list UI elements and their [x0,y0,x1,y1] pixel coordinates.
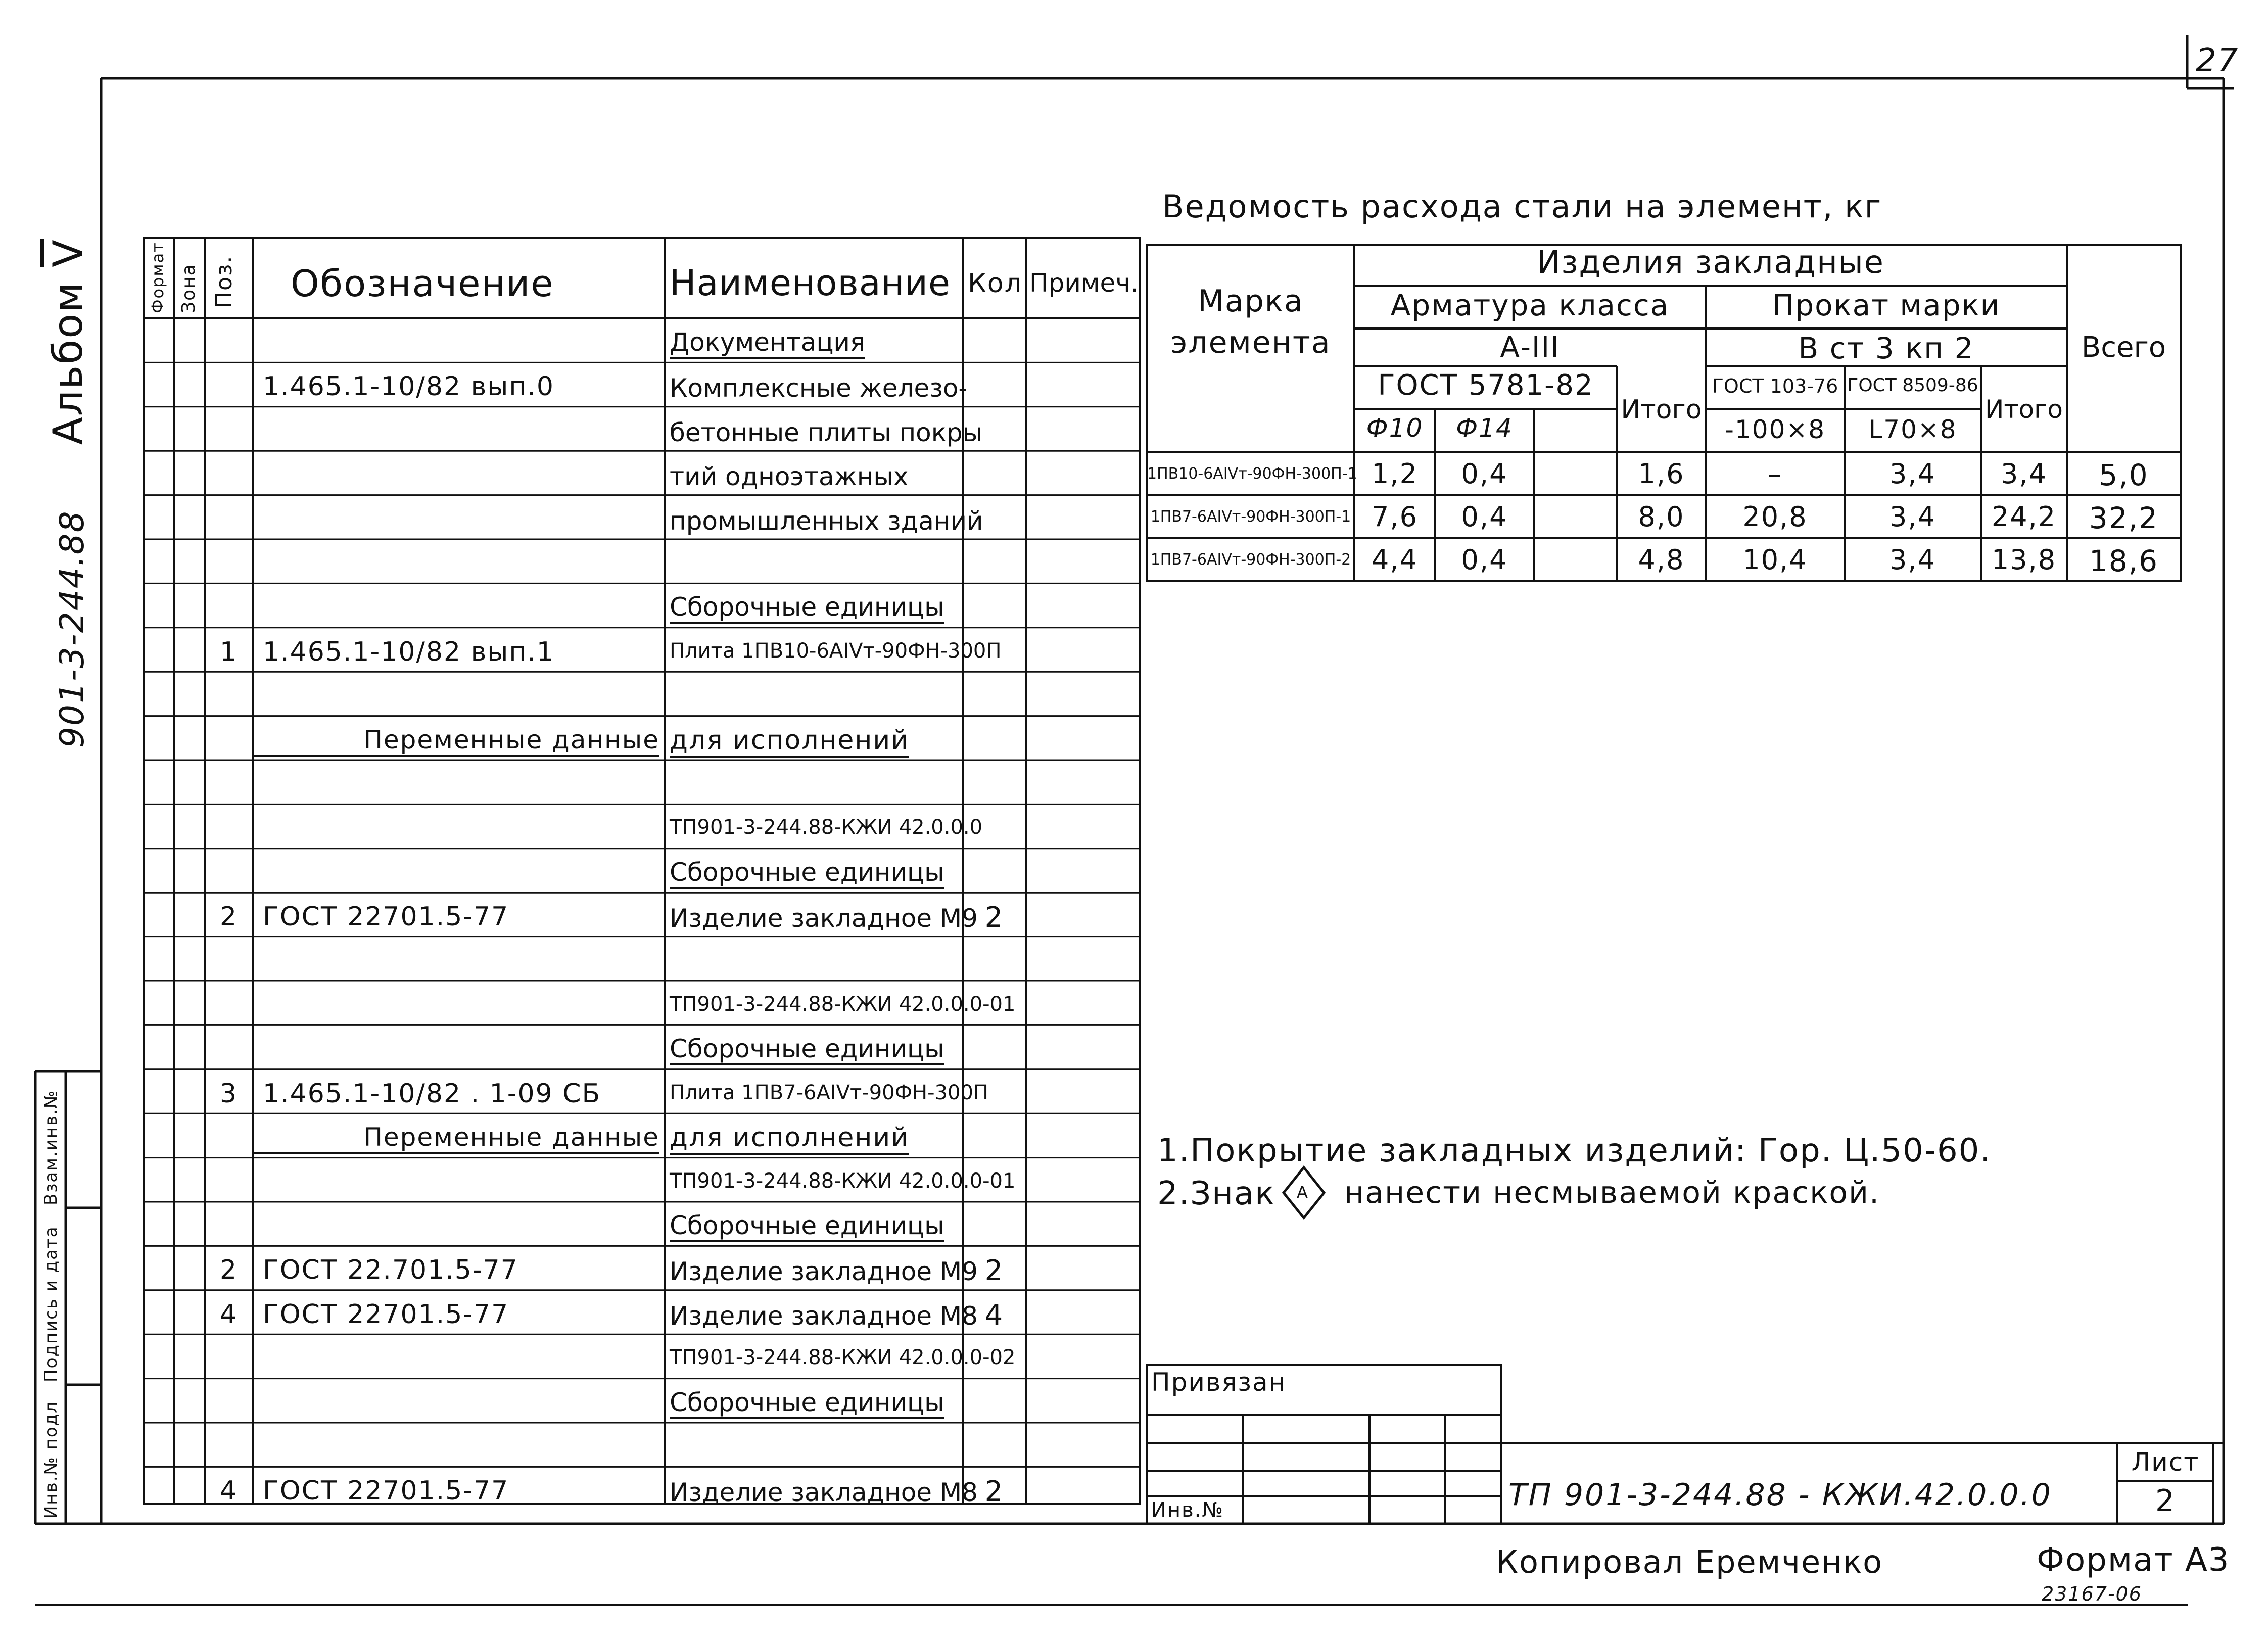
spec-name: Плита 1ПВ10-6АIVт-90ФН-300П [670,639,1002,663]
spec-designation: ГОСТ 22701.5-77 [263,1299,509,1330]
spec-name: Изделие закладное М9 [670,904,978,933]
album-label [44,239,91,445]
spec-header-designation: Обозначение [291,262,554,305]
stamp-signature-date: Подпись и дата [41,1226,61,1382]
spec-header-qty: Кол [968,268,1022,299]
steel-cell-mark: 1ПВ10-6АIVт-90ФН-300П-1 [1147,465,1357,483]
steel-cell-total2: 3,4 [2001,458,2047,490]
spec-header-pos: Поз. [211,255,237,308]
steel-cell-d10: 7,6 [1372,501,1418,533]
spec-pos: 2 [219,902,238,932]
steel-cell-all: 18,6 [2089,544,2159,578]
document-code: ТП 901-3-244.88 - КЖИ.42.0.0.0 [1508,1477,2052,1513]
stamp-vzam-inv: Взам.инв.№ [41,1089,61,1205]
steel-cell-b: 3,4 [1889,501,1936,533]
page-number: 27 [2196,42,2239,79]
spec-name: Изделие закладное М8 [670,1301,978,1331]
sheet-format: Формат А3 [2037,1541,2230,1579]
spec-name: Сборочные единицы [670,860,944,889]
steel-cell-mark: 1ПВ7-6АIVт-90ФН-300П-2 [1150,551,1351,569]
steel-cell-b: 3,4 [1889,458,1936,490]
steel-cell-a: – [1768,458,1782,490]
steel-cell-d10: 1,2 [1372,458,1418,490]
steel-header-rebar-class: Арматура класса [1390,288,1670,322]
vertical-project-code: 901-3-244.88 [53,510,91,748]
steel-cell-total1: 4,8 [1638,544,1685,576]
steel-cell-a: 10,4 [1742,544,1808,576]
steel-header-all: Всего [2081,331,2166,364]
steel-header-gost-a: ГОСТ 103-76 [1712,375,1838,397]
steel-title: Ведомость расхода стали на элемент, кг [1162,188,1882,225]
steel-cell-mark: 1ПВ7-6АIVт-90ФН-300П-1 [1150,508,1351,526]
spec-designation: 1.465.1-10/82 вып.0 [263,371,554,402]
steel-cell-total2: 13,8 [1991,544,2057,576]
steel-header-total2: Итого [1985,395,2063,424]
spec-designation: ГОСТ 22701.5-77 [263,902,509,932]
steel-header-rolled: Прокат марки [1772,288,2001,322]
spec-qty: 2 [984,1254,1004,1288]
steel-cell-d14: 0,4 [1461,501,1508,533]
spec-name: Плита 1ПВ7-6АIVт-90ФН-300П [670,1081,988,1104]
spec-name: бетонные плиты покры [670,417,983,447]
spec-name: Сборочные единицы [670,1036,944,1065]
stamp-inv-podl: Инв.№ подл [41,1401,61,1519]
spec-header-zone: Зона [178,263,199,313]
steel-cell-total1: 1,6 [1638,458,1685,490]
spec-pos: 4 [219,1299,238,1330]
spec-qty: 4 [984,1298,1004,1332]
spec-pos: 4 [219,1476,238,1507]
steel-header-prof-a: -100×8 [1724,415,1826,444]
steel-header-embedded: Изделия закладные [1537,244,1884,280]
spec-name: для исполнений [670,1124,909,1155]
spec-name: Документация [670,330,865,359]
steel-header-d14: Ф14 [1456,413,1513,443]
steel-cell-d14: 0,4 [1461,544,1508,576]
spec-header-format: Формат [148,242,167,313]
note-2-start: 2.Знак [1157,1175,1275,1212]
spec-designation: Переменные данные [253,727,659,757]
album-volume: $\overline{V}$ [44,239,91,267]
spec-name: промышленных зданий [670,506,983,536]
spec-name: тий одноэтажных [670,462,909,492]
spec-qty: 2 [984,901,1004,934]
steel-cell-total2: 24,2 [1991,501,2057,533]
privyazan-label: Привязан [1151,1368,1287,1397]
spec-name: для исполнений [670,727,909,758]
steel-header-rebar-gost: ГОСТ 5781-82 [1378,369,1594,402]
note-1: 1.Покрытие закладных изделий: Гор. Ц.50-60. [1157,1132,1992,1169]
note-2-end: нанести несмываемой краской. [1344,1175,1880,1210]
spec-name: ТП901-3-244.88-КЖИ 42.0.0.0 [670,816,983,839]
steel-cell-a: 20,8 [1742,501,1808,533]
spec-name: Изделие закладное М9 [670,1257,978,1287]
spec-name: ТП901-3-244.88-КЖИ 42.0.0.0-01 [670,1169,1016,1193]
spec-name: ТП901-3-244.88-КЖИ 42.0.0.0-01 [670,993,1016,1016]
spec-name: Сборочные единицы [670,594,944,624]
spec-pos: 1 [219,636,238,667]
spec-header-note: Примеч. [1029,268,1139,298]
steel-cell-total1: 8,0 [1638,501,1685,533]
sheet-number: 2 [2155,1483,2176,1519]
spec-name: Изделие закладное М8 [670,1478,978,1508]
spec-designation: Переменные данные [253,1124,659,1154]
order-number: 23167-06 [2042,1583,2142,1605]
album-text: Альбом [44,281,91,445]
note-2-symbol: А [1297,1183,1309,1202]
spec-designation: ГОСТ 22701.5-77 [263,1476,509,1507]
spec-name: Сборочные единицы [670,1213,944,1242]
spec-name: Сборочные единицы [670,1390,944,1419]
spec-name: ТП901-3-244.88-КЖИ 42.0.0.0-02 [670,1346,1016,1370]
steel-cell-d10: 4,4 [1372,544,1418,576]
steel-header-rebar-grade: А-III [1500,331,1560,364]
steel-header-total1: Итого [1621,395,1702,425]
steel-header-mark: Марка элемента [1170,284,1331,360]
sheet-label: Лист [2131,1447,2200,1477]
spec-name: Комплексные железо- [670,373,968,403]
steel-cell-all: 5,0 [2099,458,2149,492]
inv-label: Инв.№ [1151,1498,1224,1522]
steel-header-d10: Ф10 [1366,413,1424,443]
steel-cell-b: 3,4 [1889,544,1936,576]
copied-by: Копировал Еремченко [1496,1543,1883,1580]
steel-header-rolled-grade: В ст 3 кп 2 [1798,331,1974,365]
spec-pos: 3 [219,1078,238,1109]
steel-header-gost-b: ГОСТ 8509-86 [1847,375,1978,396]
steel-header-prof-b: L70×8 [1868,415,1957,444]
spec-qty: 2 [984,1475,1004,1509]
steel-cell-all: 32,2 [2089,501,2159,535]
steel-cell-d14: 0,4 [1461,458,1508,490]
spec-designation: 1.465.1-10/82 . 1-09 СБ [263,1078,601,1109]
spec-designation: 1.465.1-10/82 вып.1 [263,636,554,667]
spec-header-name: Наименование [670,262,951,304]
spec-designation: ГОСТ 22.701.5-77 [263,1255,518,1286]
spec-pos: 2 [219,1255,238,1286]
